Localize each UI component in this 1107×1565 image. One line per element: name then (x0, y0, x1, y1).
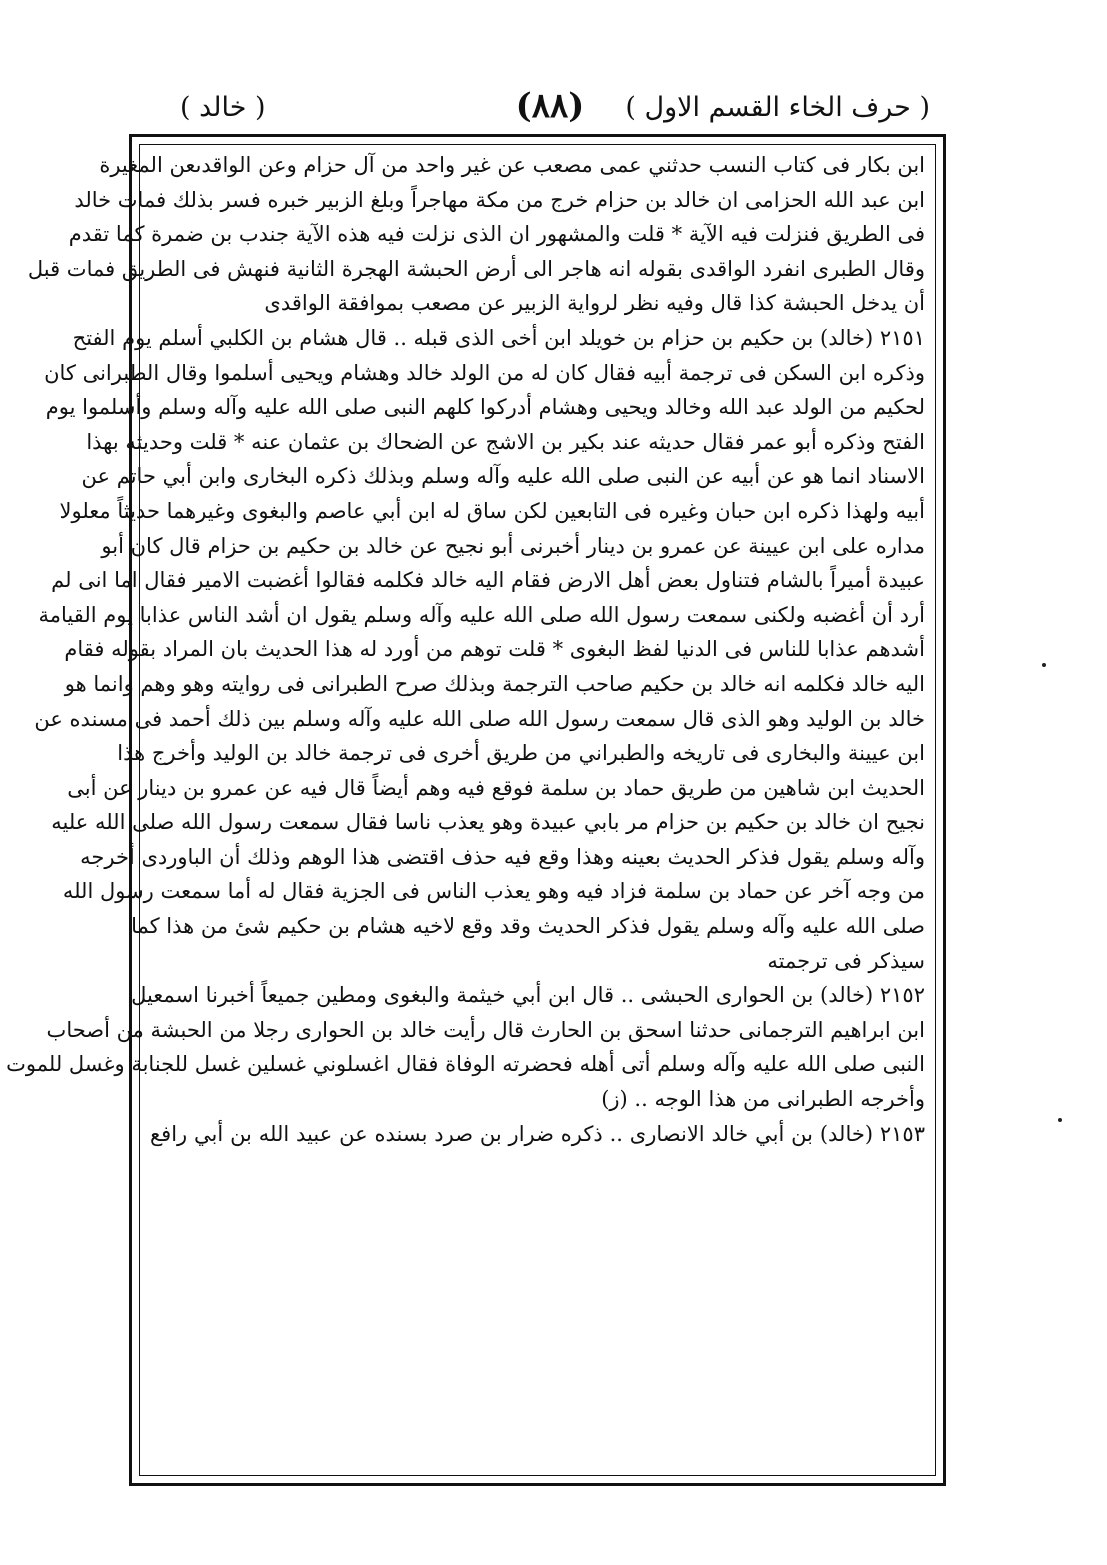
page-number: (٨٨) (515, 86, 585, 126)
text-line: أرد أن أغضبه ولكنى سمعت رسول الله صلى الله عليه وآله وسلم يقول ان أشد الناس عذابا يوم القيامة (38, 602, 925, 627)
text-line: خالد بن الوليد وهو الذى قال سمعت رسول الله صلى الله عليه وآله وسلم بين ذلك أحمد فى مسنده عن (34, 706, 925, 731)
text-line: وآله وسلم يقول فذكر الحديث بعينه وهذا وقع فيه حذف اقتضى هذا الوهم وذلك أن الباوردى أخرجه (80, 844, 925, 869)
text-line: ابن بكار فى كتاب النسب حدثني عمى مصعب عن غير واحد من آل حزام وعن الواقدىعن المغيرة (99, 153, 925, 177)
text-line: الحديث ابن شاهين من طريق حماد بن سلمة فوقع فيه وهم أيضاً قال فيه عن عمرو بن دينار عن أبى (67, 775, 925, 800)
text-line: مداره على ابن عيينة عن عمرو بن دينار أخبرنى أبو نجيح عن خالد بن حكيم بن حزام قال كان أبو (101, 533, 925, 558)
text-line: ابن عبد الله الحزامى ان خالد بن حزام خرج من مكة مهاجراً وبلغ الزبير خبره فسر بذلك فمات خالد (74, 187, 925, 212)
entry-2152-heading: ٢١٥٢ (خالد) بن الحوارى الحبشى .. قال ابن أبي خيثمة والبغوى ومطين جميعاً أخبرنا اسمعيل (131, 983, 925, 1008)
margin-ink-dot (1042, 663, 1046, 667)
text-line: صلى الله عليه وآله وسلم يقول فذكر الحديث وقد وقع لاخيه هشام بن حكيم شئ من هذا كما (131, 914, 925, 939)
text-line: وأخرجه الطبرانى من هذا الوجه .. (ز) (601, 1087, 925, 1112)
text-line: النبى صلى الله عليه وآله وسلم أتى أهله فحضرته الوفاة فقال اغسلوني غسلين غسل للجنابة وغسل للموت (6, 1052, 925, 1077)
entry-2153-heading: ٢١٥٣ (خالد) بن أبي خالد الانصارى .. ذكره ضرار بن صرد بسنده عن عبيد الله بن أبي رافع (150, 1121, 925, 1146)
text-line: ابن عيينة والبخارى فى تاريخه والطبراني من طريق أخرى فى ترجمة خالد بن الوليد وأخرج هذا (117, 741, 925, 766)
header-entry-name: ( خالد ) (180, 92, 266, 123)
text-line: أن يدخل الحبشة كذا قال وفيه نظر لرواية الزبير عن مصعب بموافقة الواقدى (264, 291, 925, 316)
text-line: وذكره ابن السكن فى ترجمة أبيه فقال كان له من الولد خالد وهشام ويحيى أسلموا وقال الطبرانى كان (44, 360, 925, 385)
text-line: الفتح وذكره أبو عمر فقال حديثه عند بكير بن الاشج عن الضحاك بن عثمان عنه * قلت وحديثه بهذا (86, 429, 925, 454)
text-line: الاسناد انما هو عن أبيه عن النبى صلى الله عليه وآله وسلم وبذلك ذكره البخارى وابن أبي حاتم عن (81, 464, 925, 489)
text-line: من وجه آخر عن حماد بن سلمة فزاد فيه وهو يعذب الناس فى الجزية فقال له أما سمعت رسول الله (62, 879, 925, 904)
text-line: أبيه ولهذا ذكره ابن حبان وغيره فى التابعين لكن ساق له ابن أبي عاصم والبغوى وغيرهما حديثاً معلولا (59, 498, 925, 523)
text-line: فى الطريق فنزلت فيه الآية * قلت والمشهور ان الذى نزلت فيه هذه الآية جندب بن ضمرة كما تقدم (68, 222, 925, 247)
text-line: اليه خالد فكلمه انه خالد بن حكيم صاحب الترجمة وبذلك صرح الطبرانى فى روايته وهو وهم وانما هو (64, 671, 925, 696)
body-text (6, 148, 925, 1151)
text-line: سيذكر فى ترجمته (767, 948, 925, 973)
text-line: عبيدة أميراً بالشام فتناول بعض أهل الارض فقام اليه خالد فكلمه فقالوا أغضبت الامير فقال اما انى لم (51, 568, 925, 593)
entry-2151-heading: ٢١٥١ (خالد) بن حكيم بن حزام بن خويلد ابن أخى الذى قبله .. قال هشام بن الكلبي أسلم يوم الفتح (72, 325, 925, 350)
text-line: لحكيم من الولد عبد الله وخالد ويحيى وهشام أدركوا كلهم النبى صلى الله عليه وآله وسلم وأسلموا يوم (45, 395, 925, 420)
text-line: أشدهم عذابا للناس فى الدنيا لفظ البغوى * قلت توهم من أورد له هذا الحديث بان المراد بقوله فقام (64, 637, 925, 662)
text-line: ابن ابراهيم الترجمانى حدثنا اسحق بن الحارث قال رأيت خالد بن الحوارى رجلا من الحبشة من أصحاب (46, 1017, 925, 1042)
header-section-title: ( حرف الخاء القسم الاول ) (625, 92, 930, 123)
text-line: نجيح ان خالد بن حكيم بن حزام مر بابي عبيدة وهو يعذب ناسا فقال سمعت رسول الله صلى الله عليه (51, 810, 925, 835)
text-line: وقال الطبرى انفرد الواقدى بقوله انه هاجر الى أرض الحبشة الهجرة الثانية فنهش فى الطريق فمات قبل (27, 256, 925, 281)
page-frame (6, 134, 946, 1486)
margin-ink-dot (1058, 1118, 1062, 1122)
